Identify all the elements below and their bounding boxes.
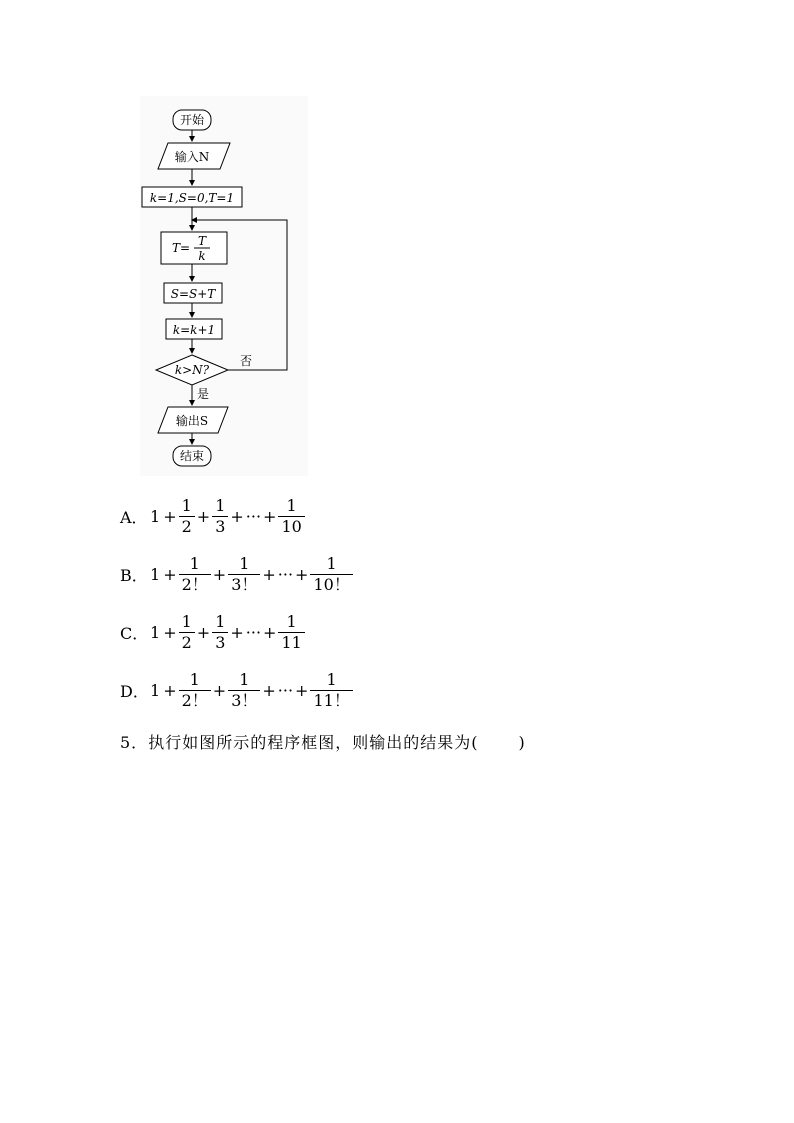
numerator: 1 <box>189 669 200 689</box>
assign-t-lhs: T= <box>171 241 190 255</box>
fraction <box>310 670 352 711</box>
denominator: 11 <box>278 632 304 653</box>
fraction <box>179 612 195 653</box>
numerator: 1 <box>326 669 337 689</box>
fraction <box>179 670 211 711</box>
lead-term: 1 <box>150 622 161 642</box>
ellipsis: ··· <box>245 506 262 526</box>
denominator: 2 <box>179 516 195 537</box>
numerator: 1 <box>215 611 226 631</box>
answer-blank-open: ( <box>471 733 479 752</box>
lead-term: 1 <box>150 564 161 584</box>
question-number: 5． <box>120 733 149 752</box>
fraction <box>212 496 228 537</box>
denominator: 3！ <box>228 574 260 595</box>
question-text: 执行如图所示的程序框图，则输出的结果为 <box>148 733 472 752</box>
denominator: 2 <box>179 632 195 653</box>
fraction <box>179 554 211 595</box>
ellipsis: ··· <box>277 680 294 700</box>
denominator: 2！ <box>179 574 211 595</box>
denominator: 3 <box>212 516 228 537</box>
numerator: 1 <box>286 495 297 515</box>
plus-sign: + <box>295 564 309 584</box>
numerator: 1 <box>181 495 192 515</box>
lead-term: 1 <box>150 506 161 526</box>
no-label: 否 <box>240 354 253 368</box>
plus-sign: + <box>230 506 244 526</box>
lead-term: 1 <box>150 680 161 700</box>
ellipsis: ··· <box>245 622 262 642</box>
answer-blank-close: ) <box>518 733 526 752</box>
option-d[interactable] <box>120 668 354 712</box>
option-label: C． <box>120 623 149 643</box>
fraction <box>212 612 228 653</box>
start-label: 开始 <box>179 113 205 127</box>
yes-label: 是 <box>197 387 210 401</box>
end-label: 结束 <box>179 449 205 463</box>
plus-sign: + <box>212 680 227 700</box>
plus-sign: + <box>230 622 244 642</box>
plus-sign: + <box>295 680 309 700</box>
plus-sign: + <box>262 564 276 584</box>
option-label: D． <box>120 681 149 701</box>
assign-t-den: k <box>198 249 206 263</box>
denominator: 11！ <box>310 690 352 711</box>
condition-label: k>N? <box>174 363 210 377</box>
plus-sign: + <box>196 622 211 642</box>
fraction <box>228 554 260 595</box>
fraction <box>228 670 260 711</box>
numerator: 1 <box>215 495 226 515</box>
question-5 <box>120 730 526 753</box>
plus-sign: + <box>196 506 211 526</box>
numerator: 1 <box>239 553 250 573</box>
numerator: 1 <box>181 611 192 631</box>
plus-sign: + <box>163 564 177 584</box>
denominator: 10 <box>278 516 304 537</box>
option-label: B． <box>120 565 148 585</box>
numerator: 1 <box>189 553 200 573</box>
fraction <box>179 496 195 537</box>
ellipsis: ··· <box>277 564 294 584</box>
numerator: 1 <box>239 669 250 689</box>
assign-t-num: T <box>197 234 207 248</box>
option-a[interactable] <box>120 494 306 538</box>
plus-sign: + <box>163 680 177 700</box>
plus-sign: + <box>263 622 277 642</box>
plus-sign: + <box>263 506 277 526</box>
fraction <box>278 496 304 537</box>
assign-s-label: S=S+T <box>170 287 216 301</box>
denominator: 2！ <box>179 690 211 711</box>
output-label: 输出S <box>175 414 209 428</box>
option-label: A． <box>120 507 148 527</box>
denominator: 3！ <box>228 690 260 711</box>
init-label: k=1,S=0,T=1 <box>149 191 235 205</box>
option-c[interactable] <box>120 610 306 654</box>
option-b[interactable] <box>120 552 354 596</box>
plus-sign: + <box>262 680 276 700</box>
fraction <box>278 612 304 653</box>
increment-label: k=k+1 <box>172 323 216 337</box>
denominator: 3 <box>212 632 228 653</box>
numerator: 1 <box>286 611 297 631</box>
numerator: 1 <box>326 553 337 573</box>
input-label: 输入N <box>174 150 210 164</box>
plus-sign: + <box>163 506 177 526</box>
plus-sign: + <box>212 564 227 584</box>
denominator: 10！ <box>310 574 352 595</box>
fraction <box>310 554 352 595</box>
plus-sign: + <box>163 622 177 642</box>
flowchart <box>140 96 308 476</box>
